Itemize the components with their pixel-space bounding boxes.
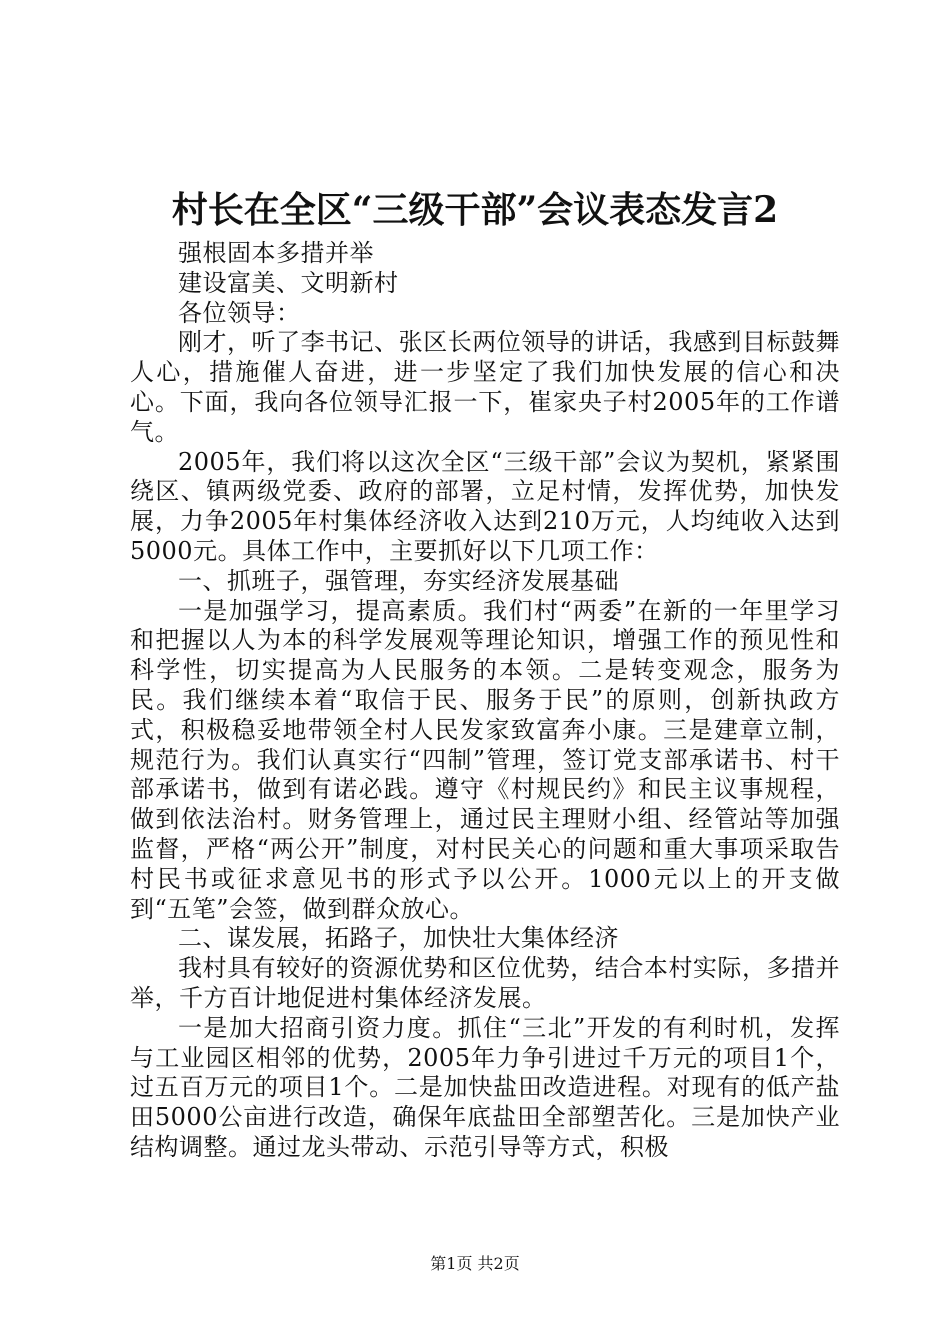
document-title: 村长在全区“三级干部”会议表态发言2 <box>171 189 779 231</box>
section-heading-2: 二、谋发展，拓路子，加快壮大集体经济 <box>178 924 619 953</box>
subtitle-line-2: 建设富美、文明新村 <box>178 268 399 297</box>
salutation: 各位领导： <box>178 298 301 327</box>
paragraph: 我村具有较好的资源优势和区位优势，结合本村实际，多措并举，千方百计地促进村集体经济发展。 <box>130 954 840 1012</box>
paragraph: 刚才，听了李书记、张区长两位领导的讲话，我感到目标鼓舞人心，措施催人奋进，进一步坚定了我们加快发展的信心和决心。下面，我向各位领导汇报一下，崔家央子村2005年的工作谱气。 <box>130 328 840 446</box>
subtitle-line-1: 强根固本多措并举 <box>178 239 374 267</box>
page-footer: 第1页 共2页 <box>430 1254 520 1273</box>
paragraph: 一是加大招商引资力度。抓住“三北”开发的有利时机，发挥与工业园区相邻的优势，2005年力争引进过千万元的项目1个，过五百万元的项目1个。二是加快盐田改造进程。对现有的低产盐田5000公亩进行改造，确保年底盐田全部塑苦化。三是加快产业结构调整。通过龙头带动、示范引导等方式，积极 <box>130 1013 840 1161</box>
section-heading-1: 一、抓班子，强管理，夯实经济发展基础 <box>178 566 619 595</box>
paragraph: 一是加强学习，提高素质。我们村“两委”在新的一年里学习和把握以人为本的科学发展观等理论知识，增强工作的预见性和科学性，切实提高为人民服务的本领。二是转变观念，服务为民。我们继续本着“取信于民、服务于民”的原则，创新执政方式，积极稳妥地带领全村人民发家致富奔小康。三是建章立制，规范行为。我们认真实行“四制”管理，签订党支部承诺书、村干部承诺书，做到有诺必践。遵守《村规民约》和民主议事规程，做到依法治村。财务管理上，通过民主理财小组、经管站等加强监督，严格“两公开”制度，对村民关心的问题和重大事项采取告村民书或征求意见书的形式予以公开。1000元以上的开支做到“五笔”会签，做到群众放心。 <box>130 596 840 923</box>
paragraph: 2005年，我们将以这次全区“三级干部”会议为契机，紧紧围绕区、镇两级党委、政府的部署，立足村情，发挥优势，加快发展，力争2005年村集体经济收入达到210万元，人均纯收入达到5000元。具体工作中，主要抓好以下几项工作： <box>130 447 840 565</box>
document-body <box>130 239 840 1163</box>
